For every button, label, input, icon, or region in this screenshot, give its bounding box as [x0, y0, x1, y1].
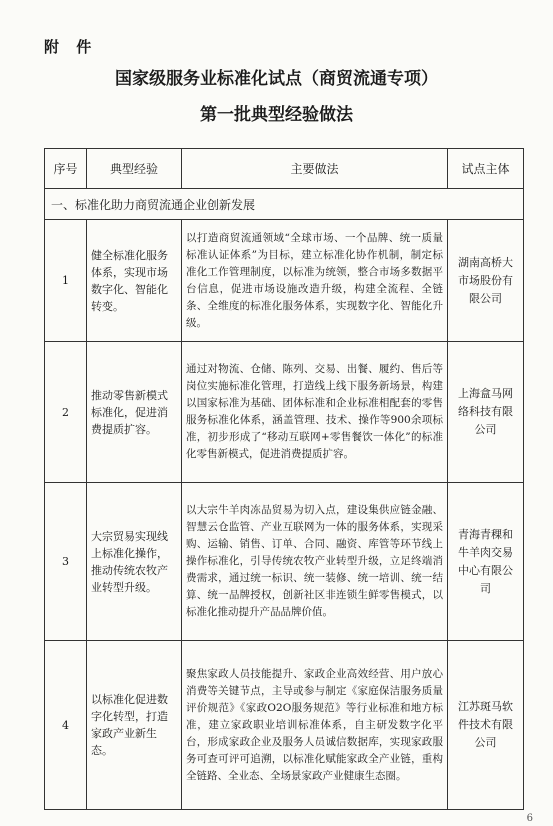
- row-method: 以大宗牛羊肉冻品贸易为切入点，建设集供应链金融、智慧云仓监管、产业互联网为一体的服务体系，实现采购、运输、销售、订单、合同、融资、库管等环节线上操作标准化，引导传统农牧产业转型升级，立足终端消费需求，通过统一标识、统一装修、统一培训、统一结算、统一品牌授权，创新社区非连锁生鲜零售模式，以标准化推动提升产品品牌价值。: [182, 483, 448, 641]
- row-method: 聚焦家政人员技能提升、家政企业高效经营、用户放心消费等关键节点，主导或参与制定《家庭保洁服务质量评价规范》《家政O2O服务规范》等行业标准和地方标准，建立家政职业培训标准体系，自主研发数字化平台，形成家政企业及服务人员诚信数据库，实现家政服务可查可评可追溯，以标准化赋能家政全产业链，重构全链路、全业态、全场景家政产业健康生态圈。: [182, 641, 448, 810]
- row-experience: 大宗贸易实现线上标准化操作，推动传统农牧产业转型升级。: [87, 483, 182, 641]
- row-index: 2: [45, 342, 87, 483]
- row-entity: 江苏斑马软件技术有限公司: [448, 641, 524, 810]
- section-title: 一、标准化助力商贸流通企业创新发展: [45, 189, 524, 220]
- row-entity: 湖南高桥大市场股份有限公司: [448, 220, 524, 342]
- row-entity: 上海盒马网络科技有限公司: [448, 342, 524, 483]
- table-row: [45, 483, 524, 641]
- row-index: 3: [45, 483, 87, 641]
- table-row: [45, 342, 524, 483]
- row-method: 通过对物流、仓储、陈列、交易、出餐、履约、售后等岗位实施标准化管理，打造线上线下服务新场景，构建以国家标准为基础、团体标准和企业标准相配套的零售服务标准化体系，涵盖管理、技术、操作等900余项标准，初步形成了“移动互联网+零售餐饮一体化”的标准化零售新模式，促进消费提质扩容。: [182, 342, 448, 483]
- row-method: 以打造商贸流通领域“全球市场、一个品牌、统一质量标准认证体系”为目标，建立标准化协作机制，制定标准化工作管理制度，以标准为统领，整合市场多数据平台信息，促进市场设施改造升级，构建全流程、全链条、全维度的标准化服务体系，实现数字化、智能化升级。: [182, 220, 448, 342]
- annex-label: 附 件: [44, 38, 98, 56]
- table-row: [45, 220, 524, 342]
- row-experience: 推动零售新模式标准化，促进消费提质扩容。: [87, 342, 182, 483]
- row-entity: 青海青稞和牛羊肉交易中心有限公司: [448, 483, 524, 641]
- table-header-row: [45, 149, 524, 189]
- column-header-method: 主要做法: [182, 149, 448, 189]
- section-row: [45, 189, 524, 220]
- column-header-experience: 典型经验: [87, 149, 182, 189]
- document-title: 国家级服务业标准化试点（商贸流通专项）: [115, 69, 438, 89]
- table-row: [45, 641, 524, 810]
- row-index: 4: [45, 641, 87, 810]
- page-number: 6: [526, 813, 533, 824]
- row-experience: 健全标准化服务体系，实现市场数字化、智能化转变。: [87, 220, 182, 342]
- document-subtitle: 第一批典型经验做法: [200, 105, 353, 125]
- column-header-entity: 试点主体: [448, 149, 524, 189]
- experience-table: [44, 148, 524, 810]
- column-header-index: 序号: [45, 149, 87, 189]
- row-index: 1: [45, 220, 87, 342]
- row-experience: 以标准化促进数字化转型，打造家政产业新生态。: [87, 641, 182, 810]
